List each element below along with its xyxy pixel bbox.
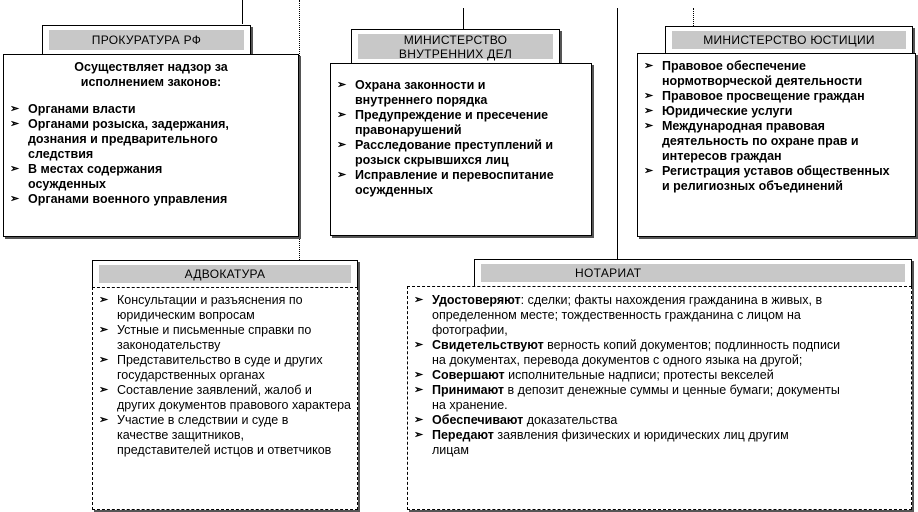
list-item: ➢ Составление заявлений, жалоб и других документов правового характера	[99, 383, 351, 412]
bullet-arrow-icon: ➢	[414, 294, 424, 306]
notariat-title: НОТАРИАТ	[481, 264, 905, 282]
minjust-list	[638, 59, 915, 194]
bullet-arrow-icon: ➢	[99, 414, 109, 426]
bullet-arrow-icon: ➢	[414, 384, 424, 396]
connector-minjust	[693, 8, 694, 28]
bullet-arrow-icon: ➢	[414, 414, 424, 426]
bullet-arrow-icon: ➢	[10, 163, 20, 175]
list-item: ➢ Принимают в депозит денежные суммы и ценные бумаги; документы на хранение.	[414, 383, 840, 412]
connector-prokuratura	[242, 0, 243, 24]
bullet-arrow-icon: ➢	[644, 90, 654, 102]
bullet-arrow-icon: ➢	[337, 109, 347, 121]
minjust-title: МИНИСТЕРСТВО ЮСТИЦИИ	[672, 31, 906, 49]
notariat-list	[408, 293, 911, 458]
list-item: ➢ Регистрация уставов общественных и религиозных объединений	[644, 164, 890, 193]
mvd-title: МИНИСТЕРСТВО ВНУТРЕННИХ ДЕЛ	[358, 34, 553, 59]
bullet-arrow-icon: ➢	[337, 169, 347, 181]
connector-mvd	[463, 8, 464, 30]
advokatura-header	[92, 260, 358, 288]
bullet-arrow-icon: ➢	[644, 105, 654, 117]
bullet-arrow-icon: ➢	[414, 369, 424, 381]
bullet-arrow-icon: ➢	[414, 339, 424, 351]
list-item: ➢ Свидетельствуют верность копий документов; подлинность подписи на документах, перевода документов с одного языка на другой;	[414, 338, 841, 367]
bullet-arrow-icon: ➢	[414, 429, 424, 441]
bullet-arrow-icon: ➢	[337, 79, 347, 91]
list-item: ➢ Правовое обеспечение нормотворческой деятельности	[644, 59, 863, 88]
notariat-header	[474, 259, 912, 287]
divider-right	[617, 8, 618, 262]
prokuratura-list	[4, 102, 298, 207]
list-item: ➢ Охрана законности и внутреннего порядка	[337, 78, 488, 107]
list-item: ➢ Консультации и разъяснения по юридическим вопросам	[99, 293, 303, 322]
bullet-arrow-icon: ➢	[99, 354, 109, 366]
minjust-header	[665, 26, 913, 54]
bullet-arrow-icon: ➢	[10, 193, 20, 205]
advokatura-box	[92, 287, 358, 510]
list-item: ➢ Юридические услуги	[644, 104, 793, 118]
bullet-arrow-icon: ➢	[644, 165, 654, 177]
prokuratura-box	[3, 54, 299, 237]
list-item: ➢ Обеспечивают доказательства	[414, 413, 618, 427]
divider-left	[299, 0, 300, 262]
list-item: ➢ Органами власти	[10, 102, 136, 116]
list-item: ➢ Передают заявления физических и юридических лиц другим лицам	[414, 428, 789, 457]
mvd-list	[331, 78, 591, 198]
bullet-arrow-icon: ➢	[644, 60, 654, 72]
bullet-arrow-icon: ➢	[99, 384, 109, 396]
list-item: ➢ Совершают исполнительные надписи; протесты векселей	[414, 368, 774, 382]
bullet-arrow-icon: ➢	[337, 139, 347, 151]
mvd-box	[330, 63, 592, 236]
list-item: ➢ Правовое просвещение граждан	[644, 89, 865, 103]
list-item: ➢ Расследование преступлений и розыск скрывшихся лиц	[337, 138, 554, 167]
notariat-box	[407, 286, 912, 510]
list-item: ➢ Исправление и перевоспитание осужденных	[337, 168, 554, 197]
mvd-header	[351, 29, 560, 64]
bullet-arrow-icon: ➢	[10, 118, 20, 130]
advokatura-title: АДВОКАТУРА	[99, 265, 351, 283]
list-item: ➢ Участие в следствии и суде в качестве защитников, представителей истцов и ответчиков	[99, 413, 332, 457]
list-item: ➢ Международная правовая деятельность по охране прав и интересов граждан	[644, 119, 859, 163]
prokuratura-title: ПРОКУРАТУРА РФ	[49, 30, 244, 50]
bullet-arrow-icon: ➢	[99, 294, 109, 306]
bullet-arrow-icon: ➢	[10, 103, 20, 115]
list-item: ➢ Представительство в суде и других государственных органах	[99, 353, 323, 382]
minjust-box	[637, 53, 916, 237]
prokuratura-intro: Осуществляет надзор за исполнением законов:	[74, 60, 228, 89]
bullet-arrow-icon: ➢	[99, 324, 109, 336]
list-item: ➢ Органами розыска, задержания, дознания и предварительного следствия	[10, 117, 229, 161]
advokatura-list	[93, 293, 357, 458]
list-item: ➢ Устные и письменные справки по законодательству	[99, 323, 312, 352]
list-item: ➢ Удостоверяют: сделки; факты нахождения гражданина в живых, в определенном месте; тождественность гражданина с лицом на фотографии,	[414, 293, 823, 337]
prokuratura-header	[42, 25, 251, 55]
bullet-arrow-icon: ➢	[644, 120, 654, 132]
list-item: ➢ Органами военного управления	[10, 192, 228, 206]
list-item: ➢ Предупреждение и пресечение правонарушений	[337, 108, 549, 137]
list-item: ➢ В местах содержания осужденных	[10, 162, 163, 191]
